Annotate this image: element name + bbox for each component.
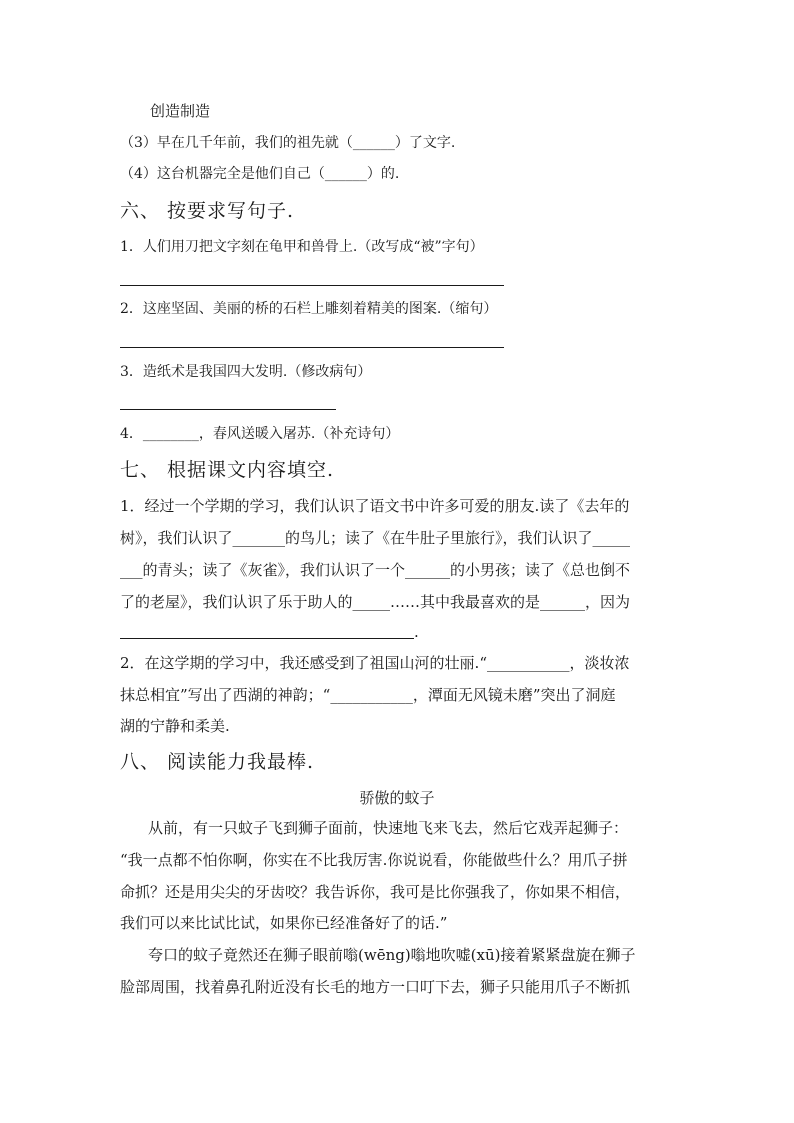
q7-p1-line-2: 树》，我们认识了_______的鸟儿；读了《在牛肚子里旅行》，我们认识了_____ [120, 529, 631, 547]
q7-p2-line-1: 2．在这学期的学习中，我还感受到了祖国山河的壮丽.“___________，淡妆浓 [120, 654, 630, 672]
story-line-4: 我们可以来比试比试，如果你已经准备好了的话.” [120, 914, 448, 932]
q7-p1-line-1: 1．经过一个学期的学习，我们认识了语文书中许多可爱的朋友.读了《去年的 [120, 497, 630, 515]
answer-line-6-3[interactable] [120, 409, 336, 410]
q6-item-1: 1．人们用刀把文字刻在龟甲和兽骨上.（改写成“被”字句） [120, 239, 484, 255]
section-8-heading: 八、 阅读能力我最棒. [120, 751, 315, 773]
answer-line-7-reason[interactable] [120, 638, 414, 639]
story-line-6: 脸部周围，找着鼻孔附近没有长毛的地方一口叮下去，狮子只能用爪子不断抓 [120, 978, 631, 996]
story-line-3: 命抓？还是用尖尖的牙齿咬？我告诉你，我可是比你强我了，你如果不相信， [120, 883, 631, 901]
q5-item-4: （4）这台机器完全是他们自己（______）的. [120, 166, 400, 182]
q7-p1-line-3: ___的青头；读了《灰雀》，我们认识了一个______的小男孩；读了《总也倒不 [120, 561, 631, 579]
q5-item-3: （3）早在几千年前，我们的祖先就（______）了文字. [120, 135, 456, 151]
section-7-heading: 七、 根据课文内容填空. [120, 459, 335, 481]
section-6-heading: 六、 按要求写句子. [120, 200, 295, 222]
story-line-5: 夸口的蚊子竟然还在狮子眼前嗡(wēng)嗡地吹嘘(xū)接着紧紧盘旋在狮子 [148, 946, 636, 964]
q7-p1-line-4: 了的老屋》，我们认识了乐于助人的_____……其中我最喜欢的是______，因为 [120, 593, 631, 611]
q6-item-3: 3．造纸术是我国四大发明.（修改病句） [120, 364, 372, 380]
word-options: 创造制造 [150, 102, 211, 120]
q7-p2-line-2: 抹总相宜”写出了西湖的神韵；“___________，潭面无风镜未磨”突出了洞庭 [120, 686, 616, 704]
answer-line-6-1[interactable] [120, 285, 504, 286]
story-line-2: “我一点都不怕你啊，你实在不比我厉害.你说说看，你能做些什么？用爪子拼 [120, 851, 628, 869]
answer-line-6-2[interactable] [120, 347, 504, 348]
q7-p2-line-3: 湖的宁静和柔美. [120, 717, 230, 735]
q6-item-2: 2．这座坚固、美丽的桥的石栏上雕刻着精美的图案.（缩句） [120, 301, 498, 317]
q7-p1-line-5-end: . [414, 623, 419, 641]
story-line-1: 从前，有一只蚊子飞到狮子面前，快速地飞来飞去，然后它戏弄起狮子： [148, 819, 629, 837]
story-title: 骄傲的蚊子 [359, 789, 435, 807]
q6-item-4: 4．________，春风送暖入屠苏.（补充诗句） [120, 426, 400, 442]
